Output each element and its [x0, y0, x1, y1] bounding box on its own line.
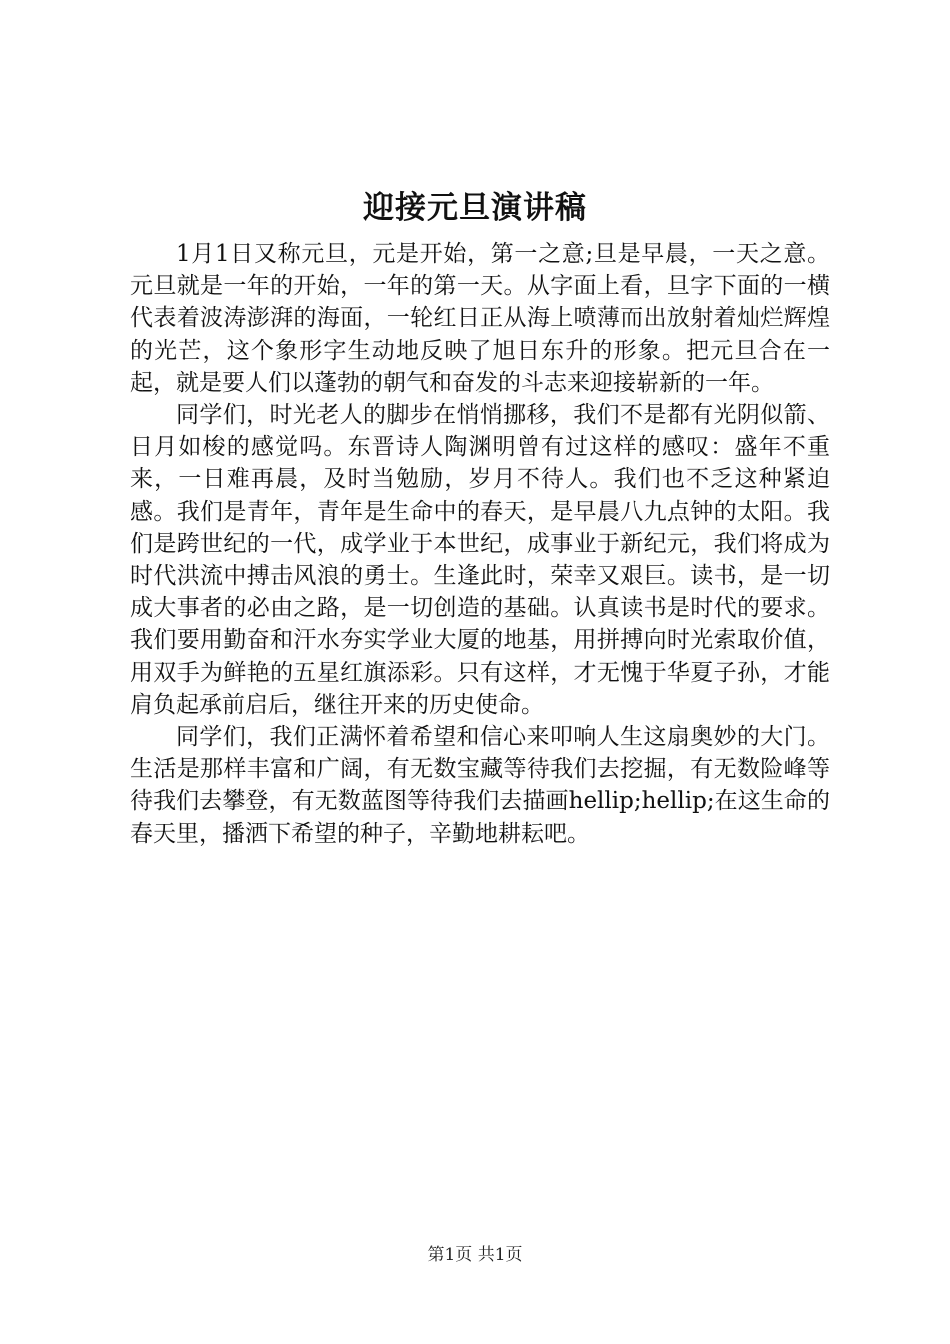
document-body — [130, 238, 830, 850]
paragraph-2: 同学们，时光老人的脚步在悄悄挪移，我们不是都有光阴似箭、日月如梭的感觉吗。东晋诗人陶渊明曾有过这样的感叹：盛年不重来，一日难再晨，及时当勉励，岁月不待人。我们也不乏这种紧迫感。我们是青年，青年是生命中的春天，是早晨八九点钟的太阳。我们是跨世纪的一代，成学业于本世纪，成事业于新纪元，我们将成为时代洪流中搏击风浪的勇士。生逢此时，荣幸又艰巨。读书，是一切成大事者的必由之路，是一切创造的基础。认真读书是时代的要求。我们要用勤奋和汗水夯实学业大厦的地基，用拼搏向时光索取价值，用双手为鲜艳的五星红旗添彩。只有这样，才无愧于华夏子孙，才能肩负起承前启后，继往开来的历史使命。 — [130, 402, 830, 718]
paragraph-1: 1月1日又称元旦，元是开始，第一之意;旦是早晨，一天之意。元旦就是一年的开始，一年的第一天。从字面上看，旦字下面的一横代表着波涛澎湃的海面，一轮红日正从海上喷薄而出放射着灿烂辉煌的光芒，这个象形字生动地反映了旭日东升的形象。把元旦合在一起，就是要人们以蓬勃的朝气和奋发的斗志来迎接崭新的一年。 — [130, 241, 830, 396]
paragraph-3: 同学们，我们正满怀着希望和信心来叩响人生这扇奥妙的大门。生活是那样丰富和广阔，有无数宝藏等待我们去挖掘，有无数险峰等待我们去攀登，有无数蓝图等待我们去描画hellip;hellip;在这生命的春天里，播洒下希望的种子，辛勤地耕耘吧。 — [130, 724, 830, 847]
document-title: 迎接元旦演讲稿 — [363, 190, 587, 226]
page-number-footer: 第1页 共1页 — [427, 1245, 523, 1265]
